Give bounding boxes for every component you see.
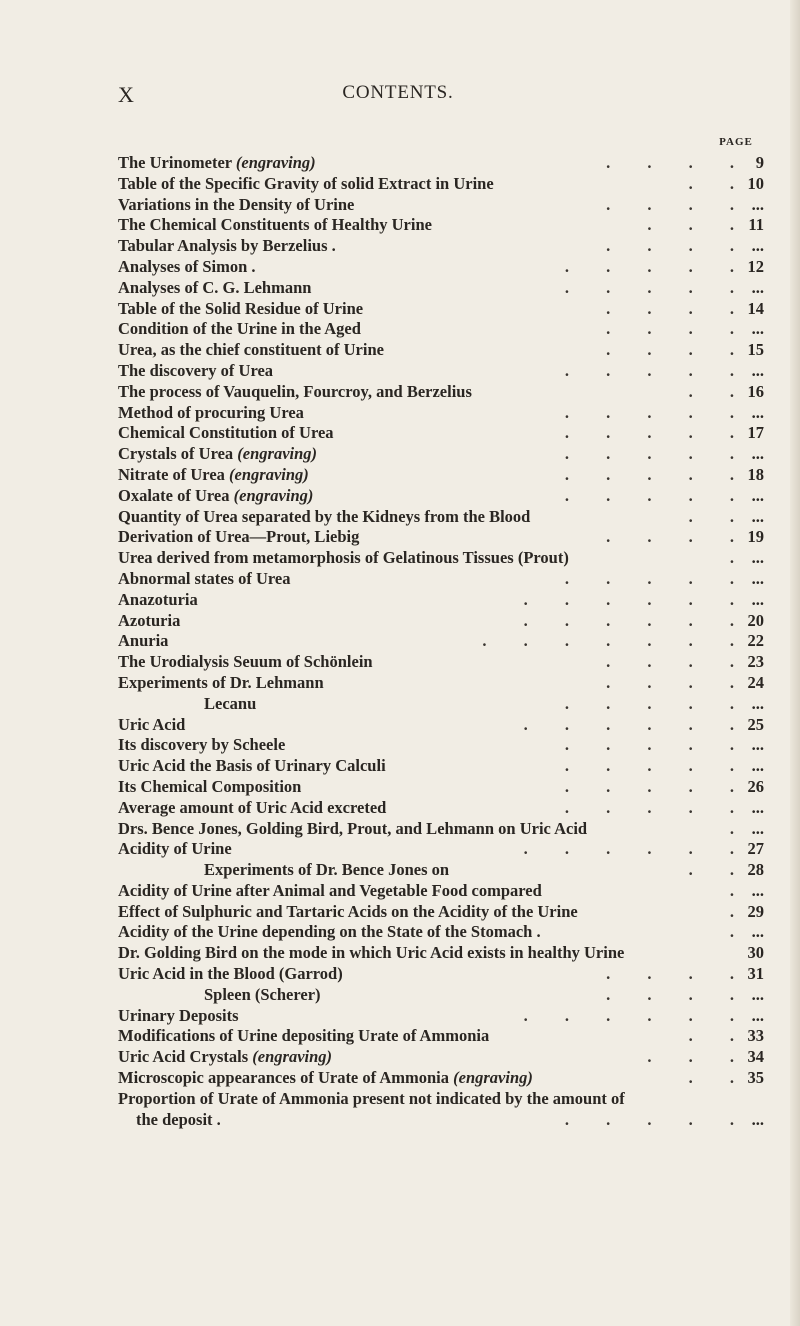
toc-entry-page-number: ... xyxy=(751,984,764,1004)
toc-entry xyxy=(118,922,764,943)
toc-entry-page-number: 23 xyxy=(747,652,764,672)
toc-entry-page-number: 17 xyxy=(747,423,764,443)
toc-entry xyxy=(118,444,764,465)
toc-entry xyxy=(118,985,764,1006)
toc-entry-page-number: 22 xyxy=(747,631,764,651)
toc-entry xyxy=(118,819,764,840)
toc-entry-page-number: 16 xyxy=(747,381,764,401)
dot-leader: . . . . xyxy=(606,984,734,1004)
dot-leader: . . . . . xyxy=(564,693,734,713)
dot-leader: . . . . xyxy=(606,527,734,547)
toc-entry xyxy=(118,756,764,777)
toc-entry-title xyxy=(118,569,290,590)
toc-entry-title-text: Acidity of Urine after Animal and Vegetable Food compared xyxy=(118,880,542,900)
dot-leader: . . . . . xyxy=(564,256,734,276)
toc-entry-page-number: 19 xyxy=(747,527,764,547)
toc-entry xyxy=(118,299,764,320)
toc-entry-page-number: 15 xyxy=(747,340,764,360)
toc-entry-title-text: Analyses of Simon . xyxy=(118,256,256,276)
toc-entry-page-number: 12 xyxy=(747,256,764,276)
page-column-label: PAGE xyxy=(719,136,753,148)
toc-entry xyxy=(118,215,764,236)
toc-entry-title xyxy=(118,278,311,299)
toc-entry-page-number: ... xyxy=(751,693,764,713)
toc-entry-title xyxy=(118,527,359,548)
toc-entry-title xyxy=(118,735,285,756)
toc-entry-title-text: Modifications of Urine depositing Urate of Ammonia xyxy=(118,1026,490,1046)
toc-entry-title-text: Its discovery by Scheele xyxy=(118,735,286,755)
toc-entry-page-number: ... xyxy=(751,236,764,256)
toc-entry-title-text: Oxalate of Urea xyxy=(118,485,230,505)
dot-leader: . xyxy=(729,901,734,921)
dot-leader: . . . . xyxy=(606,194,734,214)
toc-entry-page-number: ... xyxy=(751,880,764,900)
toc-entry-title xyxy=(118,195,354,216)
dot-leader: . . . . . xyxy=(564,464,734,484)
table-of-contents xyxy=(118,153,764,1130)
toc-entry xyxy=(118,507,764,528)
dot-leader: . xyxy=(729,818,734,838)
toc-entry xyxy=(118,881,764,902)
dot-leader: . . . . . xyxy=(564,756,734,776)
toc-entry-italic-note: (engraving) xyxy=(235,153,316,172)
toc-entry-title-text: The Urinometer xyxy=(118,153,232,172)
dot-leader: . . . . xyxy=(606,236,734,256)
toc-entry-page-number: ... xyxy=(751,1109,764,1129)
toc-entry-title-text: Derivation of Urea—Prout, Liebig xyxy=(118,527,360,547)
toc-entry-title-text: Experiments of Dr. Lehmann xyxy=(118,672,324,692)
toc-entry-title-text: Uric Acid Crystals xyxy=(118,1047,249,1067)
dot-leader: . . . . . xyxy=(564,402,734,422)
running-title: CONTENTS. xyxy=(342,82,454,103)
toc-entry-title-text: Variations in the Density of Urine xyxy=(118,194,355,214)
toc-entry xyxy=(118,1006,764,1027)
toc-entry-title xyxy=(118,153,316,174)
toc-entry-title xyxy=(118,922,541,943)
dot-leader: . . . xyxy=(647,1047,734,1067)
dot-leader: . . . . xyxy=(606,298,734,318)
toc-entry-title-text: Condition of the Urine in the Aged xyxy=(118,319,361,339)
dot-leader: . . xyxy=(688,381,734,401)
toc-entry-title-text: Quantity of Urea separated by the Kidneys from the Blood xyxy=(118,506,531,526)
toc-entry-title-text: Spleen (Scherer) xyxy=(204,984,321,1004)
toc-entry-page-number: ... xyxy=(751,568,764,588)
toc-entry xyxy=(118,673,764,694)
dot-leader: . xyxy=(729,548,734,568)
toc-entry-italic-note: (engraving) xyxy=(453,1068,533,1088)
toc-entry-title xyxy=(118,590,198,611)
toc-entry-title xyxy=(118,611,180,632)
toc-entry-title xyxy=(118,673,324,694)
toc-entry xyxy=(118,278,764,299)
toc-entry-title-text: Uric Acid xyxy=(118,714,186,734)
toc-entry xyxy=(118,777,764,798)
toc-entry-title-text: Tabular Analysis by Berzelius . xyxy=(118,236,336,256)
toc-entry-title-text: Uric Acid in the Blood (Garrod) xyxy=(118,964,343,984)
toc-entry-title xyxy=(118,943,624,964)
dot-leader: . . xyxy=(688,1068,734,1088)
toc-entry-title-text: Anazoturia xyxy=(118,589,198,609)
toc-entry-italic-note: (engraving) xyxy=(252,1047,333,1067)
toc-entry-page-number: ... xyxy=(751,756,764,776)
dot-leader: . . . . . xyxy=(564,423,734,443)
toc-entry-title-text: Drs. Bence Jones, Golding Bird, Prout, and Lehmann on Uric Acid xyxy=(118,818,588,838)
dot-leader: . . xyxy=(688,506,734,526)
toc-entry-title xyxy=(118,1089,625,1110)
toc-entry-title xyxy=(118,1047,332,1068)
toc-entry-title xyxy=(118,839,232,860)
toc-entry-title xyxy=(118,819,587,840)
toc-entry-title xyxy=(118,174,494,195)
toc-entry-title xyxy=(118,1006,239,1027)
toc-entry-title-text: The Urodialysis Seuum of Schönlein xyxy=(118,652,373,672)
toc-entry-title xyxy=(118,403,304,424)
dot-leader: . . xyxy=(688,173,734,193)
page-edge-shadow xyxy=(790,0,800,1326)
toc-entry xyxy=(118,1089,764,1110)
toc-entry xyxy=(118,735,764,756)
toc-entry-title-text: Dr. Golding Bird on the mode in which Uric Acid exists in healthy Urine xyxy=(118,943,625,963)
toc-entry-page-number: ... xyxy=(751,797,764,817)
dot-leader: . . . . . xyxy=(564,485,734,505)
toc-entry-page-number: ... xyxy=(751,319,764,339)
toc-entry-title-text: The process of Vauquelin, Fourcroy, and Berzelius xyxy=(118,381,472,401)
toc-entry-page-number: 34 xyxy=(747,1047,764,1067)
dot-leader: . xyxy=(729,880,734,900)
dot-leader: . . . . . . xyxy=(523,839,734,859)
toc-entry-page-number: 18 xyxy=(747,464,764,484)
toc-entry xyxy=(118,361,764,382)
toc-entry-title xyxy=(118,860,449,881)
dot-leader: . . . . . xyxy=(564,568,734,588)
toc-entry xyxy=(118,423,764,444)
toc-entry-italic-note: (engraving) xyxy=(237,444,318,464)
toc-entry-title xyxy=(118,652,373,673)
toc-entry-title-text: Method of procuring Urea xyxy=(118,402,304,422)
toc-entry-title-text: Chemical Constitution of Urea xyxy=(118,423,334,443)
toc-entry-title xyxy=(118,257,256,278)
toc-entry-page-number: ... xyxy=(751,402,764,422)
toc-entry-title xyxy=(118,1026,489,1047)
toc-entry xyxy=(118,153,764,174)
toc-entry-title-text: Analyses of C. G. Lehmann xyxy=(118,277,312,297)
toc-entry-page-number: 27 xyxy=(747,839,764,859)
toc-entry-page-number: 25 xyxy=(747,714,764,734)
toc-entry-title xyxy=(118,319,361,340)
toc-entry-page-number: ... xyxy=(751,548,764,568)
toc-entry xyxy=(118,964,764,985)
toc-entry xyxy=(118,1068,764,1089)
toc-entry-title xyxy=(118,548,569,569)
toc-entry-title xyxy=(118,1068,533,1089)
toc-entry-page-number: ... xyxy=(751,506,764,526)
toc-entry-title xyxy=(118,881,542,902)
dot-leader: . . . . xyxy=(606,672,734,692)
dot-leader: . . . . . xyxy=(564,735,734,755)
toc-entry-title-text: Table of the Specific Gravity of solid Extract in Urine xyxy=(118,173,494,193)
toc-entry-title xyxy=(118,1110,221,1131)
toc-entry-page-number: 28 xyxy=(747,860,764,880)
toc-entry xyxy=(118,1110,764,1131)
toc-entry-page-number: ... xyxy=(751,735,764,755)
toc-entry xyxy=(118,715,764,736)
toc-entry-title xyxy=(118,215,432,236)
dot-leader: . . . . xyxy=(606,153,734,172)
toc-entry-title-text: Abnormal states of Urea xyxy=(118,568,291,588)
toc-entry xyxy=(118,257,764,278)
dot-leader: . . xyxy=(688,860,734,880)
toc-entry xyxy=(118,403,764,424)
toc-entry xyxy=(118,569,764,590)
toc-entry xyxy=(118,631,764,652)
toc-entry xyxy=(118,860,764,881)
toc-entry-title xyxy=(118,299,363,320)
dot-leader: . xyxy=(729,922,734,942)
dot-leader: . . . . . . xyxy=(523,1005,734,1025)
toc-entry-title-text: Acidity of the Urine depending on the State of the Stomach . xyxy=(118,922,541,942)
toc-entry-title-text: Anuria xyxy=(118,631,169,651)
dot-leader: . . . . . xyxy=(564,776,734,796)
toc-entry-page-number: ... xyxy=(751,922,764,942)
dot-leader: . . . . . xyxy=(564,444,734,464)
toc-entry-title xyxy=(118,361,273,382)
toc-entry-page-number: 26 xyxy=(747,776,764,796)
toc-entry xyxy=(118,382,764,403)
dot-leader: . . . . . xyxy=(564,1109,734,1129)
dot-leader: . . . . . xyxy=(564,797,734,817)
toc-entry-page-number: 11 xyxy=(748,215,764,235)
dot-leader: . . . . xyxy=(606,964,734,984)
toc-entry-title xyxy=(118,444,317,465)
dot-leader: . . . . xyxy=(606,652,734,672)
dot-leader: . . . . xyxy=(606,319,734,339)
toc-entry-title-text: The discovery of Urea xyxy=(118,360,274,380)
toc-entry xyxy=(118,236,764,257)
toc-entry-title xyxy=(118,985,321,1006)
toc-entry-title xyxy=(118,902,578,923)
toc-entry-page-number: 9 xyxy=(755,153,764,172)
dot-leader: . . . . . . xyxy=(523,714,734,734)
toc-entry-title-text: Table of the Solid Residue of Urine xyxy=(118,298,364,318)
dot-leader: . . . xyxy=(647,215,734,235)
toc-entry-title-text: Acidity of Urine xyxy=(118,839,232,859)
toc-entry-title xyxy=(118,507,530,528)
toc-entry-title-text: The Chemical Constituents of Healthy Urine xyxy=(118,215,432,235)
toc-entry xyxy=(118,839,764,860)
toc-entry-page-number: 33 xyxy=(747,1026,764,1046)
toc-entry xyxy=(118,465,764,486)
toc-entry xyxy=(118,195,764,216)
toc-entry xyxy=(118,943,764,964)
toc-entry-title xyxy=(118,798,386,819)
toc-entry-page-number: ... xyxy=(751,485,764,505)
toc-entry-page-number: ... xyxy=(751,589,764,609)
toc-entry xyxy=(118,590,764,611)
dot-leader: . . . . xyxy=(606,340,734,360)
toc-entry-italic-note: (engraving) xyxy=(233,485,314,505)
toc-entry-page-number: 10 xyxy=(747,173,764,193)
toc-entry-title-text: Urea derived from metamorphosis of Gelatinous Tissues (Prout) xyxy=(118,548,569,568)
toc-entry-title xyxy=(118,631,168,652)
toc-entry xyxy=(118,611,764,632)
toc-entry-page-number: 14 xyxy=(747,298,764,318)
toc-entry-page-number: ... xyxy=(751,444,764,464)
toc-entry-title xyxy=(118,777,301,798)
toc-entry xyxy=(118,902,764,923)
toc-entry-title-text: Azoturia xyxy=(118,610,181,630)
toc-entry-page-number: ... xyxy=(751,277,764,297)
toc-entry-title xyxy=(118,340,384,361)
dot-leader: . . . . . . xyxy=(523,589,734,609)
toc-entry-title xyxy=(118,715,185,736)
toc-entry xyxy=(118,548,764,569)
toc-entry-title-text: Experiments of Dr. Bence Jones on xyxy=(204,860,450,880)
toc-entry-title-text: Nitrate of Urea xyxy=(118,464,225,484)
toc-entry-title-text: Microscopic appearances of Urate of Ammonia xyxy=(118,1068,450,1088)
toc-entry xyxy=(118,340,764,361)
toc-entry xyxy=(118,1026,764,1047)
toc-entry-italic-note: (engraving) xyxy=(229,464,309,484)
toc-entry xyxy=(118,1047,764,1068)
toc-entry-title xyxy=(118,465,309,486)
toc-entry-title-text: the deposit . xyxy=(136,1109,221,1129)
dot-leader: . . . . . xyxy=(564,277,734,297)
toc-entry-page-number: 29 xyxy=(747,901,764,921)
toc-entry-title xyxy=(118,382,472,403)
toc-entry-title xyxy=(118,486,313,507)
toc-entry xyxy=(118,652,764,673)
toc-entry-title xyxy=(118,756,386,777)
toc-entry-page-number: ... xyxy=(751,1005,764,1025)
toc-entry-page-number: ... xyxy=(751,818,764,838)
toc-entry-page-number: 35 xyxy=(747,1068,764,1088)
dot-leader: . . xyxy=(688,1026,734,1046)
toc-entry-title xyxy=(118,964,343,985)
toc-entry-page-number: ... xyxy=(751,194,764,214)
toc-entry-page-number: ... xyxy=(751,360,764,380)
toc-entry-title-text: Urea, as the chief constituent of Urine xyxy=(118,340,384,360)
dot-leader: . . . . . . . xyxy=(482,631,734,651)
toc-entry-title-text: Uric Acid the Basis of Urinary Calculi xyxy=(118,756,386,776)
page-folio: X xyxy=(118,82,135,107)
toc-entry-page-number: 24 xyxy=(747,672,764,692)
toc-entry-title-text: Crystals of Urea xyxy=(118,444,234,464)
toc-entry xyxy=(118,486,764,507)
toc-entry xyxy=(118,174,764,195)
toc-entry xyxy=(118,798,764,819)
toc-entry-title-text: Urinary Deposits xyxy=(118,1005,239,1025)
toc-entry-page-number: 30 xyxy=(747,943,764,963)
toc-entry xyxy=(118,319,764,340)
toc-entry xyxy=(118,694,764,715)
toc-entry-title xyxy=(118,423,334,444)
toc-entry-page-number: 20 xyxy=(747,610,764,630)
dot-leader: . . . . . xyxy=(564,360,734,380)
toc-entry xyxy=(118,527,764,548)
toc-entry-title-text: Average amount of Uric Acid excreted xyxy=(118,797,387,817)
dot-leader: . . . . . . xyxy=(523,610,734,630)
toc-entry-title-text: Effect of Sulphuric and Tartaric Acids on the Acidity of the Urine xyxy=(118,901,578,921)
toc-entry-page-number: 31 xyxy=(747,964,764,984)
toc-entry-title xyxy=(118,694,256,715)
toc-entry-title-text: Its Chemical Composition xyxy=(118,776,302,796)
toc-entry-title-text: Lecanu xyxy=(204,693,257,713)
toc-entry-title-text: Proportion of Urate of Ammonia present not indicated by the amount of xyxy=(118,1088,625,1108)
toc-entry-title xyxy=(118,236,336,257)
